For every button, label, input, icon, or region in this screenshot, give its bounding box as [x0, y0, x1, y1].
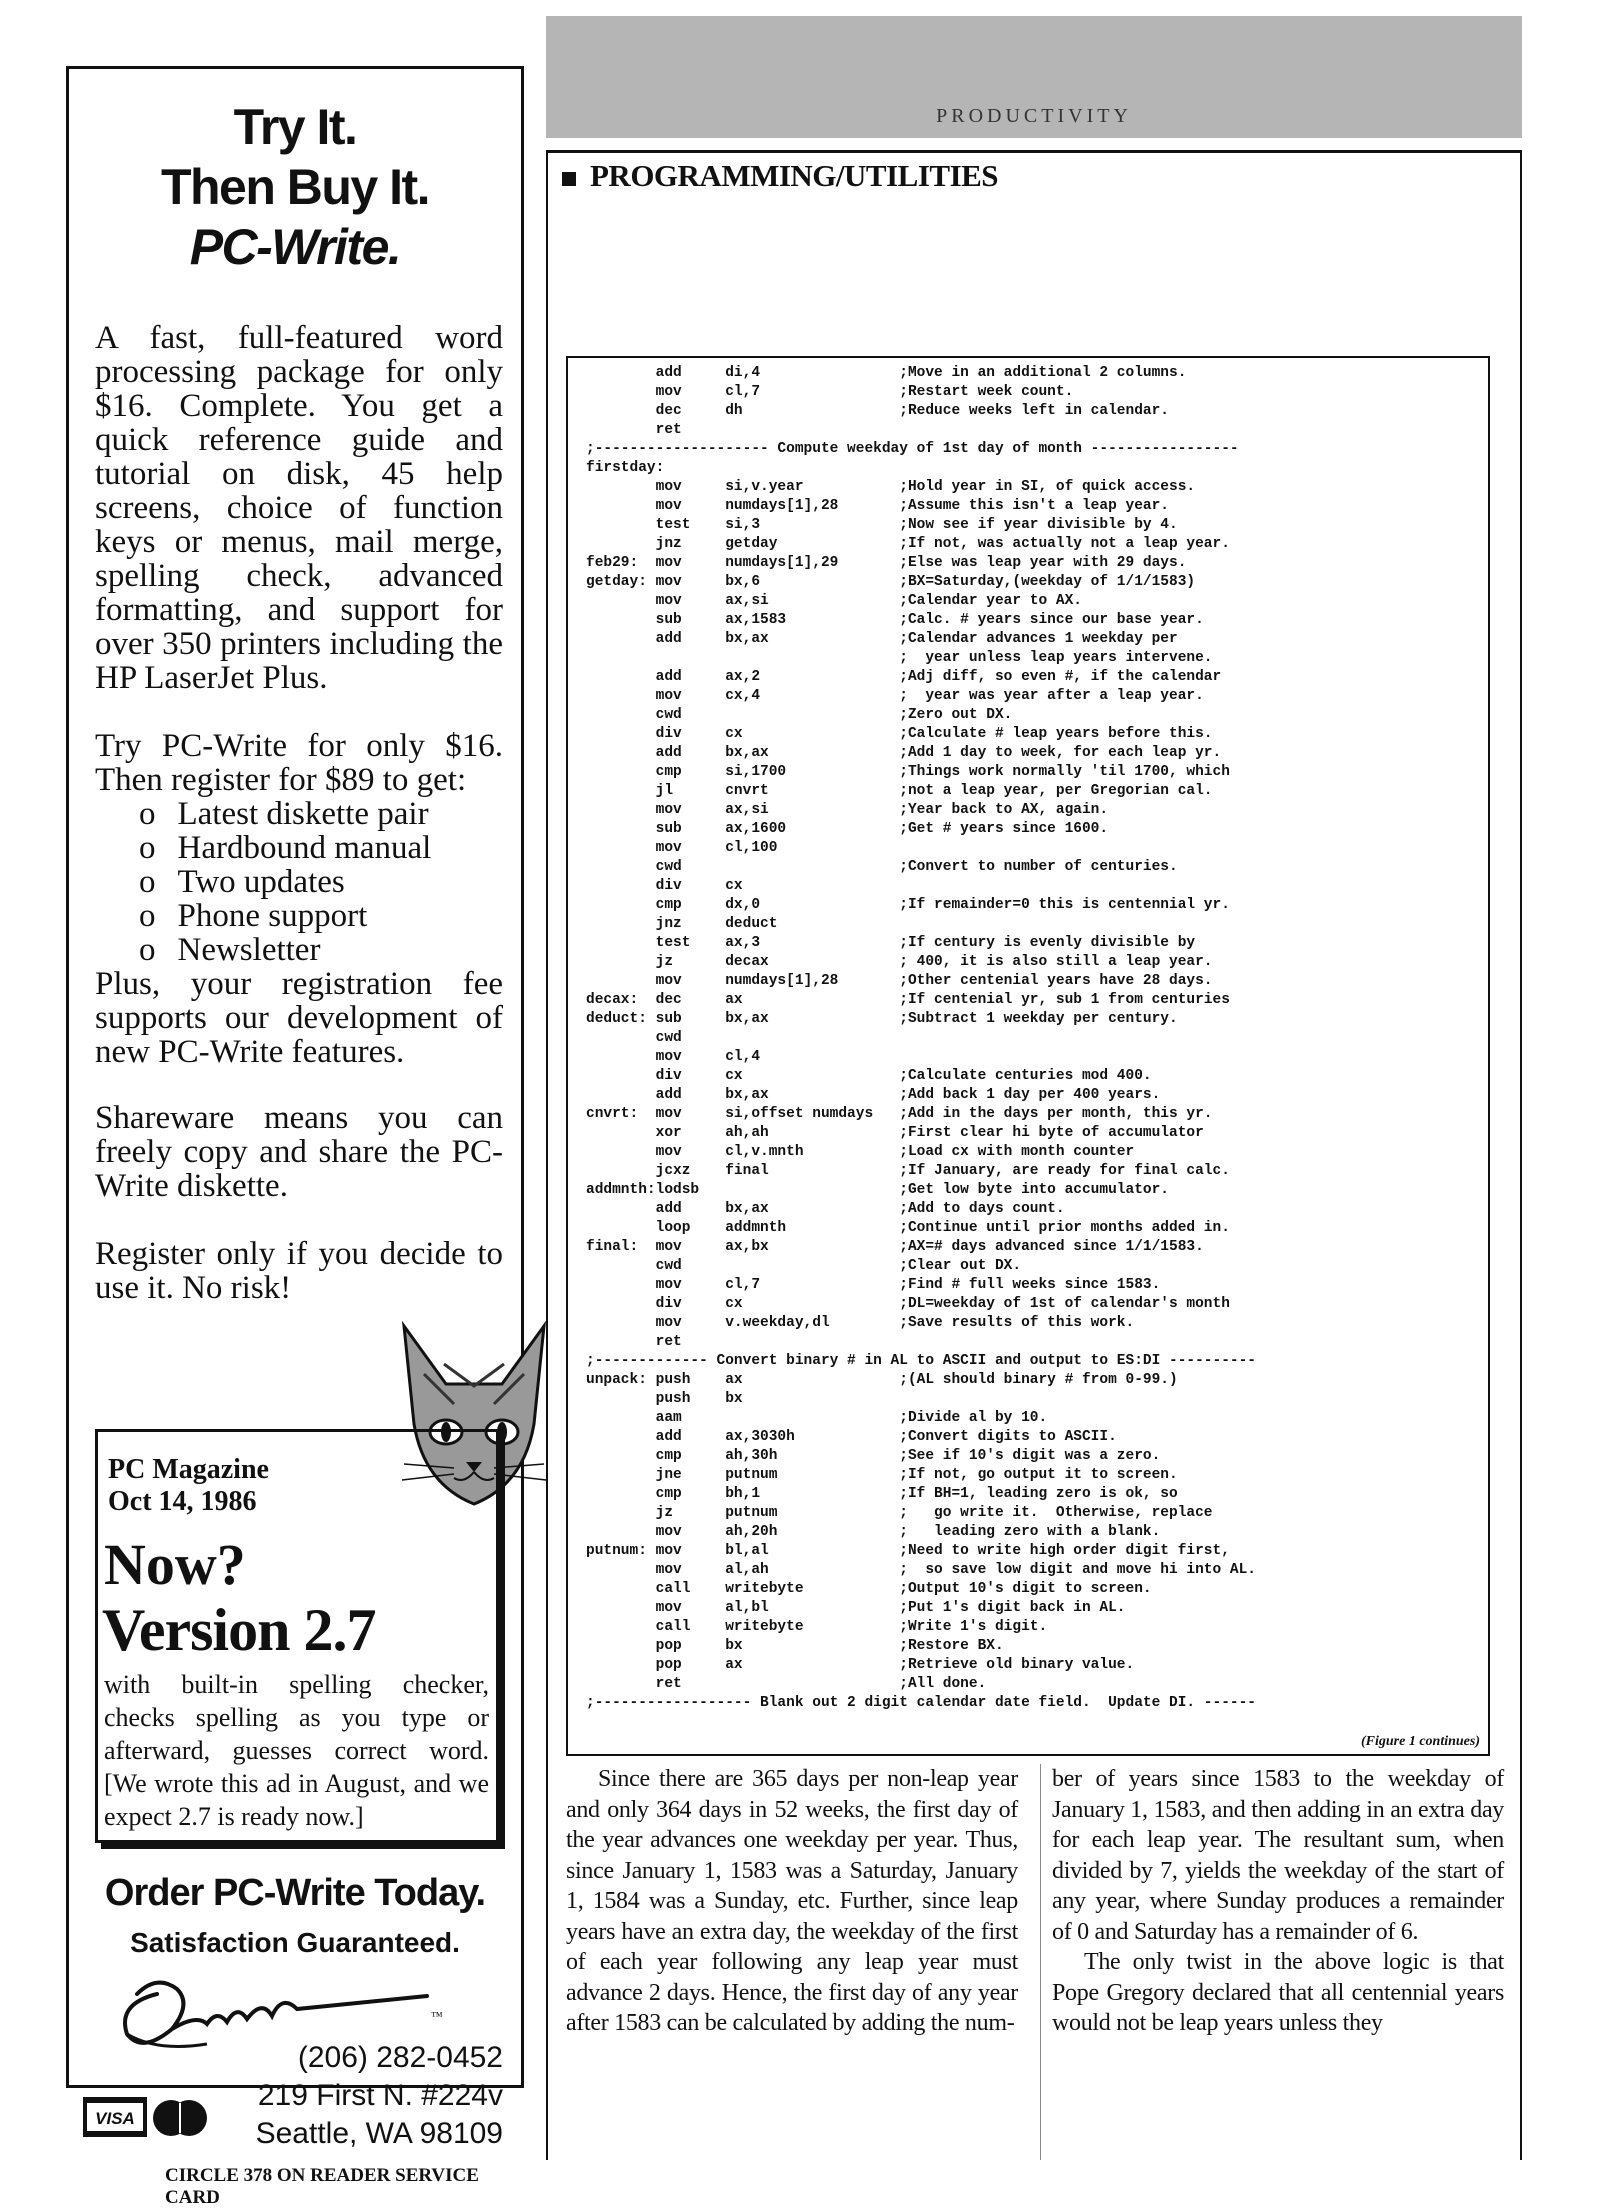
code-line: jz decax ; 400, it is also still a leap year.	[586, 954, 1213, 970]
article-column-2	[1052, 1764, 1504, 2039]
code-line: cmp dx,0 ;If remainder=0 this is centennial yr.	[586, 897, 1230, 913]
paragraph: The only twist in the above logic is that Pope Gregory declared that all centennial years would not be leap years unless they	[1052, 1949, 1504, 2036]
list-item: o Hardbound manual	[139, 831, 503, 865]
code-line: mov cl,7 ;Find # full weeks since 1583.	[586, 1277, 1161, 1293]
code-line: deduct: sub bx,ax ;Subtract 1 weekday per century.	[586, 1011, 1178, 1027]
code-line: ret	[586, 1334, 682, 1350]
code-line: ;-------------------- Compute weekday of 1st day of month -----------------	[586, 441, 1239, 457]
version-heading: Version 2.7	[102, 1597, 376, 1663]
benefit-list	[95, 797, 503, 967]
code-line: cmp si,1700 ;Things work normally 'til 1700, which	[586, 764, 1230, 780]
payment-cards	[81, 2093, 211, 2148]
code-line: unpack: push ax ;(AL should binary # from 0-99.)	[586, 1372, 1178, 1388]
headline-line-2: Then Buy It.	[160, 159, 430, 215]
divider	[546, 150, 548, 2160]
code-line: feb29: mov numdays[1],29 ;Else was leap year with 29 days.	[586, 555, 1187, 571]
code-line: aam ;Divide al by 10.	[586, 1410, 1048, 1426]
magazine-name: PC Magazine	[108, 1454, 269, 1485]
paragraph: ber of years since 1583 to the weekday of January 1, 1583, and then adding in an extra day for each leap year. The resultant sum, when divided by 7, yields the weekday of the start of any year, where Sunday produces a remainder of 0 and Saturday has a remainder of 6.	[1052, 1766, 1504, 1945]
version-callout	[95, 1429, 499, 1843]
code-line: div cx	[586, 878, 743, 894]
ad-intro: A fast, full-featured word processing package for only $16. Complete. You get a quick reference guide and tutorial on disk, 45 help screens, choice of function keys or menus, mail merge, spelling check, advanced formatting, and support for over 350 printers including the HP LaserJet Plus.	[95, 320, 503, 696]
code-line: loop addmnth ;Continue until prior months added in.	[586, 1220, 1230, 1236]
code-line: add bx,ax ;Add back 1 day per 400 years.	[586, 1087, 1161, 1103]
code-line: dec dh ;Reduce weeks left in calendar.	[586, 403, 1169, 419]
code-line: div cx ;DL=weekday of 1st of calendar's month	[586, 1296, 1230, 1312]
banner-label: PRODUCTIVITY	[936, 105, 1132, 127]
code-line: push bx	[586, 1391, 743, 1407]
code-line: div cx ;Calculate # leap years before this.	[586, 726, 1213, 742]
list-item: o Two updates	[139, 865, 503, 899]
article-column-1	[566, 1764, 1018, 2039]
code-line: ;------------- Convert binary # in AL to ASCII and output to ES:DI ----------	[586, 1353, 1257, 1369]
code-line: pop ax ;Retrieve old binary value.	[586, 1657, 1135, 1673]
code-line: sub ax,1583 ;Calc. # years since our base year.	[586, 612, 1204, 628]
column-divider	[1040, 1764, 1041, 2160]
code-line: pop bx ;Restore BX.	[586, 1638, 1004, 1654]
headline-line-1: Try It.	[233, 99, 357, 155]
contact-info	[256, 2039, 503, 2153]
ad-offer	[95, 729, 503, 1069]
code-line: ret ;All done.	[586, 1676, 987, 1692]
registration-text: Plus, your registration fee supports our development of new PC-Write features.	[95, 966, 503, 1070]
code-line: jz putnum ; go write it. Otherwise, replace	[586, 1505, 1213, 1521]
code-line: call writebyte ;Output 10's digit to screen.	[586, 1581, 1152, 1597]
code-line: ret	[586, 422, 682, 438]
magazine-date: Oct 14, 1986	[108, 1486, 257, 1517]
code-line: add ax,3030h ;Convert digits to ASCII.	[586, 1429, 1117, 1445]
figure-caption: (Figure 1 continues)	[1360, 1734, 1480, 1749]
pc-magazine-citation	[108, 1454, 269, 1518]
section-heading	[562, 158, 998, 194]
version-description: with built-in spelling checker, checks spelling as you type or afterward, guesses correct word. [We wrote this ad in August, and we expect 2.7 is ready now.]	[104, 1670, 489, 1831]
code-line: decax: dec ax ;If centenial yr, sub 1 from centuries	[586, 992, 1230, 1008]
code-line: add bx,ax ;Calendar advances 1 weekday per	[586, 631, 1178, 647]
code-line: mov cl,100	[586, 840, 778, 856]
code-line: cnvrt: mov si,offset numdays ;Add in the days per month, this yr.	[586, 1106, 1213, 1122]
code-line: sub ax,1600 ;Get # years since 1600.	[586, 821, 1109, 837]
try-line: Try PC-Write for only $16. Then register for $89 to get:	[95, 728, 503, 798]
code-line: add di,4 ;Move in an additional 2 columns.	[586, 365, 1187, 381]
code-line: call writebyte ;Write 1's digit.	[586, 1619, 1048, 1635]
code-line: final: mov ax,bx ;AX=# days advanced since 1/1/1583.	[586, 1239, 1204, 1255]
code-line: test si,3 ;Now see if year divisible by 4.	[586, 517, 1178, 533]
section-title: PROGRAMMING/UTILITIES	[590, 158, 999, 193]
code-line: add bx,ax ;Add to days count.	[586, 1201, 1065, 1217]
code-line: mov numdays[1],28 ;Other centenial years have 28 days.	[586, 973, 1213, 989]
code-line: test ax,3 ;If century is evenly divisible by	[586, 935, 1196, 951]
code-line: firstday:	[586, 460, 665, 476]
code-line: cwd ;Zero out DX.	[586, 707, 1013, 723]
code-line: cwd ;Convert to number of centuries.	[586, 859, 1178, 875]
code-line: mov ah,20h ; leading zero with a blank.	[586, 1524, 1161, 1540]
order-heading: Order PC-Write Today.	[104, 1872, 486, 1914]
code-line: cwd	[586, 1030, 682, 1046]
satisfaction-text: Satisfaction Guaranteed.	[130, 1927, 460, 1958]
now-heading: Now?	[104, 1532, 246, 1597]
code-line: jnz getday ;If not, was actually not a leap year.	[586, 536, 1230, 552]
divider	[1520, 150, 1522, 2160]
divider	[546, 150, 1522, 153]
reader-service-note: CIRCLE 378 ON READER SERVICE CARD	[165, 2165, 479, 2208]
trademark: ™	[431, 2009, 443, 2023]
code-line: cmp bh,1 ;If BH=1, leading zero is ok, so	[586, 1486, 1178, 1502]
code-line: addmnth:lodsb ;Get low byte into accumulator.	[586, 1182, 1169, 1198]
code-line: ; year unless leap years intervene.	[586, 650, 1213, 666]
code-line: add bx,ax ;Add 1 day to week, for each leap yr.	[586, 745, 1222, 761]
visa-card-icon: VISA	[95, 2109, 135, 2128]
code-listing-figure	[566, 356, 1490, 1756]
headline-product-name: PC-Write.	[189, 219, 401, 275]
shareware-text: Shareware means you can freely copy and share the PC-Write diskette.	[95, 1100, 503, 1204]
code-line: mov al,bl ;Put 1's digit back in AL.	[586, 1600, 1126, 1616]
code-line: mov cx,4 ; year was year after a leap year.	[586, 688, 1204, 704]
code-line: getday: mov bx,6 ;BX=Saturday,(weekday of 1/1/1583)	[586, 574, 1196, 590]
bullet-square-icon	[562, 172, 576, 186]
code-line: ;------------------ Blank out 2 digit calendar date field. Update DI. ------	[586, 1695, 1257, 1711]
code-line: mov ax,si ;Year back to AX, again.	[586, 802, 1109, 818]
code-line: mov al,ah ; so save low digit and move hi into AL.	[586, 1562, 1257, 1578]
code-line: cwd ;Clear out DX.	[586, 1258, 1022, 1274]
credit-card-icons	[81, 2093, 211, 2143]
list-item: o Newsletter	[139, 933, 503, 967]
code-line: jne putnum ;If not, go output it to screen.	[586, 1467, 1178, 1483]
address-line-1: 219 First N. #224v	[257, 2079, 503, 2112]
code-line: mov v.weekday,dl ;Save results of this work.	[586, 1315, 1135, 1331]
code-line: mov numdays[1],28 ;Assume this isn't a leap year.	[586, 498, 1169, 514]
code-line: xor ah,ah ;First clear hi byte of accumulator	[586, 1125, 1204, 1141]
category-banner	[546, 16, 1522, 138]
address-line-2: Seattle, WA 98109	[255, 2117, 503, 2150]
code-line: jl cnvrt ;not a leap year, per Gregorian cal.	[586, 783, 1213, 799]
pc-write-advertisement	[66, 66, 524, 2208]
register-text: Register only if you decide to use it. No risk!	[95, 1236, 503, 1306]
list-item: o Latest diskette pair	[139, 797, 503, 831]
code-line: jnz deduct	[586, 916, 778, 932]
code-line: putnum: mov bl,al ;Need to write high order digit first,	[586, 1543, 1230, 1559]
code-line: mov ax,si ;Calendar year to AX.	[586, 593, 1082, 609]
code-line: div cx ;Calculate centuries mod 400.	[586, 1068, 1152, 1084]
code-line: cmp ah,30h ;See if 10's digit was a zero.	[586, 1448, 1161, 1464]
phone-number: (206) 282-0452	[297, 2041, 503, 2074]
code-line: add ax,2 ;Adj diff, so even #, if the calendar	[586, 669, 1222, 685]
code-line: mov si,v.year ;Hold year in SI, of quick access.	[586, 479, 1196, 495]
code-line: mov cl,4	[586, 1049, 761, 1065]
code-line: mov cl,7 ;Restart week count.	[586, 384, 1074, 400]
list-item: o Phone support	[139, 899, 503, 933]
ad-headline	[69, 97, 521, 277]
assembly-code-listing	[586, 364, 1474, 1713]
code-line: jcxz final ;If January, are ready for final calc.	[586, 1163, 1230, 1179]
code-line: mov cl,v.mnth ;Load cx with month counter	[586, 1144, 1135, 1160]
paragraph: Since there are 365 days per non-leap year and only 364 days in 52 weeks, the first day of the year advances one weekday per year. Thus, since January 1, 1583 was a Saturday, January 1, 1584 was a Sunday, etc. Further, since leap years have an extra day, the weekday of the first of each year following any leap year must advance 2 days. Hence, the first day of any year after 1583 can be calculated by adding the num-	[566, 1766, 1018, 2036]
